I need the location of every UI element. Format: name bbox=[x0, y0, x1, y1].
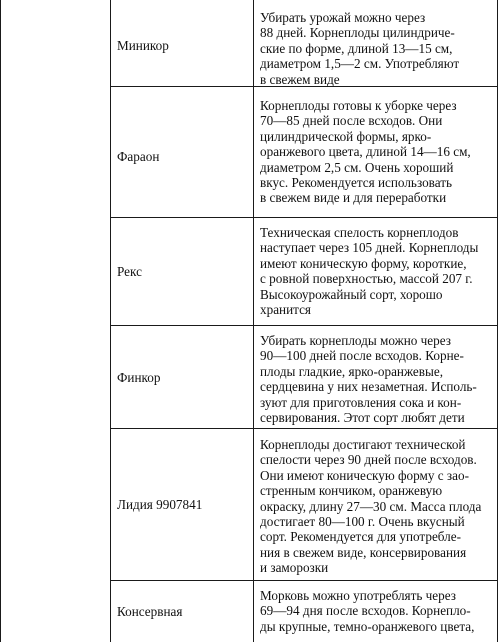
column-rule-description bbox=[253, 0, 254, 642]
variety-description: Убирать корнеплоды можно через 90—100 дней после всходов. Корне- плоды гладкие, ярко-оранжевые, сердцевина у них незаметная. Исполь- зуют для приготовления сока и кон- сервирования. Этот сорт любят дети bbox=[260, 333, 477, 426]
variety-name: Консервная bbox=[117, 604, 183, 619]
variety-name: Рекс bbox=[117, 264, 142, 279]
column-rule-left bbox=[0, 0, 1, 642]
variety-name: Фараон bbox=[117, 149, 160, 164]
variety-description: Техническая спелость корнеплодов наступает через 105 дней. Корнеплоды имеют коническую форму, короткие, с ровной поверхностью, массой 207 г. Высокоурожайный сорт, хорошо хранится bbox=[260, 225, 479, 318]
row-divider bbox=[110, 217, 498, 218]
variety-description: Корнеплоды достигают технической спелости через 90 дней после всходов. Они имеют коническую форму с зао- стренным кончиком, оранжевую окраску, длину 27—30 см. Масса плода достигает 80—100 г. Очень вкусный сорт. Рекомендуется для употребле- ния в свежем виде, консервирования и заморозки bbox=[260, 437, 482, 576]
row-divider bbox=[110, 428, 498, 429]
variety-name: Миникор bbox=[117, 38, 169, 53]
column-rule-variety bbox=[110, 0, 111, 642]
variety-description: Морковь можно употреблять через 69—94 дня после всходов. Корнепло- ды крупные, темно-оранжевого цвета, bbox=[260, 588, 475, 634]
column-rule-right bbox=[497, 0, 498, 642]
variety-description: Корнеплоды готовы к уборке через 70—85 дней после всходов. Они цилиндрической формы, ярко- оранжевого цвета, длиной 14—16 см, диаметром 2,5 см. Очень хороший вкус. Рекомендуется использовать в свежем виде и для переработки bbox=[260, 98, 471, 206]
row-divider bbox=[110, 325, 498, 326]
variety-description: Убирать урожай можно через 88 дней. Корнеплоды цилиндриче- ские по форме, длиной 13—15 см, диаметром 1,5—2 см. Употребляют в свежем виде bbox=[260, 10, 460, 87]
variety-name: Лидия 9907841 bbox=[117, 497, 203, 512]
row-divider bbox=[110, 580, 498, 581]
variety-name: Финкор bbox=[117, 370, 161, 385]
